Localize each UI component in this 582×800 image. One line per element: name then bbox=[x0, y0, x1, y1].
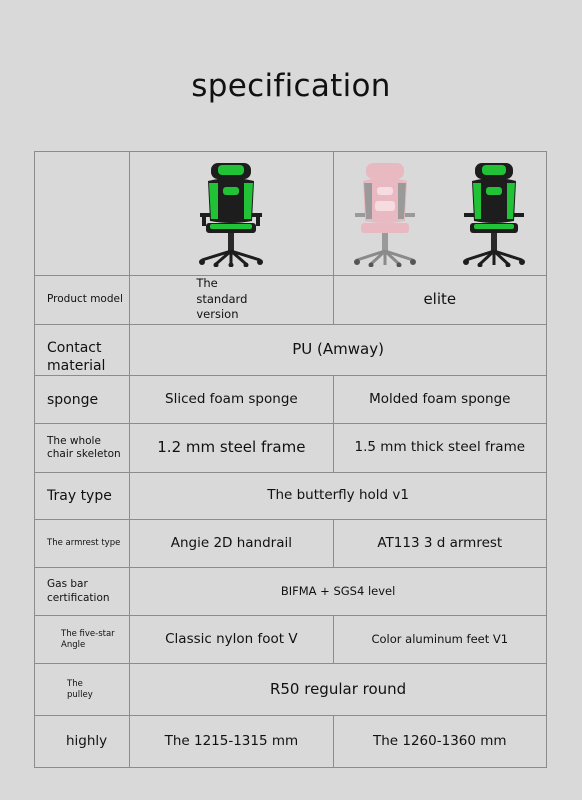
label-product-model: Product model bbox=[35, 276, 130, 325]
value-standard-skeleton: 1.2 mm steel frame bbox=[130, 424, 333, 473]
label-tray: Tray type bbox=[35, 473, 130, 520]
value-elite-armrest: AT113 3 d armrest bbox=[333, 520, 546, 568]
value-elite-height: The 1260-1360 mm bbox=[333, 716, 546, 768]
label-armrest: The armrest type bbox=[35, 520, 130, 568]
value-standard-five-star: Classic nylon foot V bbox=[130, 616, 333, 664]
value-tray: The butterfly hold v1 bbox=[130, 473, 547, 520]
image-row bbox=[35, 152, 547, 276]
empty-corner-cell bbox=[35, 152, 130, 276]
label-sponge: sponge bbox=[35, 376, 130, 424]
row-sponge bbox=[35, 376, 547, 424]
standard-chair-image-cell bbox=[130, 152, 333, 276]
label-pulley: The pulley bbox=[35, 664, 130, 716]
label-contact-material: Contact material bbox=[35, 324, 130, 375]
green-gaming-chair-image bbox=[196, 161, 266, 267]
value-standard-model: The standard version bbox=[196, 276, 248, 322]
value-elite-five-star: Color aluminum feet V1 bbox=[333, 616, 546, 664]
row-armrest bbox=[35, 520, 547, 568]
row-five-star bbox=[35, 616, 547, 664]
row-gas-bar bbox=[35, 568, 547, 616]
pink-gaming-chair-image bbox=[353, 161, 417, 267]
value-pulley: R50 regular round bbox=[130, 664, 547, 716]
specification-table bbox=[34, 151, 547, 768]
label-gas-bar: Gas bar certification bbox=[35, 568, 130, 616]
page-title: specification bbox=[191, 68, 391, 104]
value-standard-sponge: Sliced foam sponge bbox=[130, 376, 333, 424]
green-gaming-chair-image bbox=[462, 161, 526, 267]
label-five-star: The five-star Angle bbox=[35, 616, 130, 664]
row-pulley bbox=[35, 664, 547, 716]
value-elite-skeleton: 1.5 mm thick steel frame bbox=[333, 424, 546, 473]
row-height bbox=[35, 716, 547, 768]
row-contact-material bbox=[35, 324, 547, 375]
row-skeleton bbox=[35, 424, 547, 473]
value-standard-armrest: Angie 2D handrail bbox=[130, 520, 333, 568]
label-height: highly bbox=[35, 716, 130, 768]
elite-chair-images-cell bbox=[333, 152, 546, 276]
row-tray bbox=[35, 473, 547, 520]
label-skeleton: The whole chair skeleton bbox=[35, 424, 130, 473]
value-gas-bar: BIFMA + SGS4 level bbox=[130, 568, 547, 616]
value-contact-material: PU (Amway) bbox=[130, 324, 547, 375]
value-elite-sponge: Molded foam sponge bbox=[333, 376, 546, 424]
value-standard-height: The 1215-1315 mm bbox=[130, 716, 333, 768]
value-elite-model: elite bbox=[333, 276, 546, 325]
row-product-model bbox=[35, 276, 547, 325]
